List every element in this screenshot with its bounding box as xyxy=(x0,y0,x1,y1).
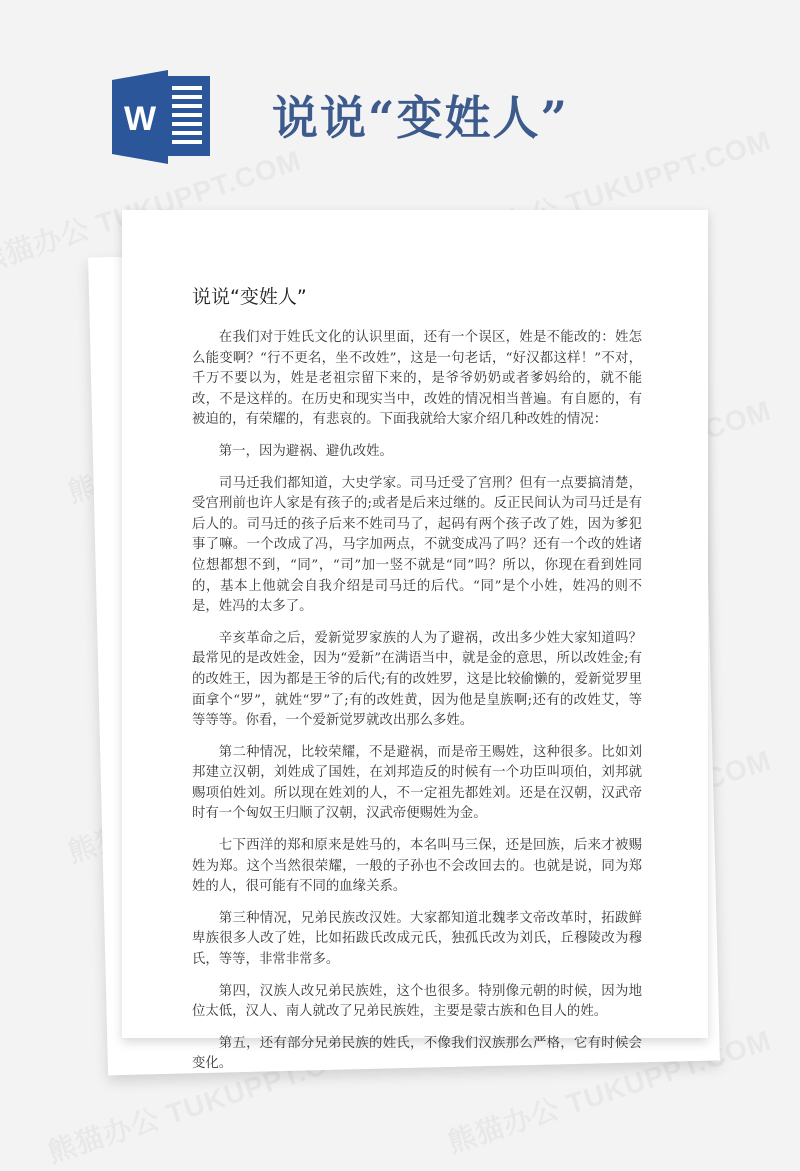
svg-text:W: W xyxy=(123,100,157,138)
document-body xyxy=(192,328,642,1086)
header-banner xyxy=(110,70,710,160)
paragraph: 第四，汉族人改兄弟民族姓，这个也很多。特别像元朝的时候，因为地位太低，汉人、南人就改了兄弟民族姓，主要是蒙古族和色目人的姓。 xyxy=(192,983,642,1020)
paragraph: 第二种情况，比较荣耀，不是避祸，而是帝王赐姓，这种很多。比如刘邦建立汉朝，刘姓成了国姓，在刘邦造反的时候有一个功臣叫项伯，刘邦就赐项伯姓刘。所以现在姓刘的人，不一定祖先都姓刘。还是在汉朝，汉武帝时有一个匈奴王归顺了汉朝，汉武帝便赐姓为金。 xyxy=(192,744,642,822)
paragraph: 第五，还有部分兄弟民族的姓氏，不像我们汉族那么严格，它有时候会变化。 xyxy=(192,1035,642,1072)
paragraph: 七下西洋的郑和原来是姓马的，本名叫马三保，还是回族，后来才被赐姓为郑。这个当然很荣耀，一般的子孙也不会改回去的。也就是说，同为郑姓的人，很可能有不同的血缘关系。 xyxy=(192,838,642,895)
paragraph: 第三种情况，兄弟民族改汉姓。大家都知道北魏孝文帝改革时，拓跋鲜卑族很多人改了姓，比如拓跋氏改成元氏，独孤氏改为刘氏，丘穆陵改为穆氏，等等，非常非常多。 xyxy=(192,910,642,968)
document-page xyxy=(122,210,708,1072)
paragraph: 第一，因为避祸、避仇改姓。 xyxy=(218,443,393,459)
document-title: 说说“变姓人” xyxy=(192,286,307,308)
word-icon xyxy=(110,70,214,164)
banner-title: 说说“变姓人” xyxy=(272,91,569,145)
paragraph: 在我们对于姓氏文化的认识里面，还有一个误区，姓是不能改的：姓怎么能变啊？“行不更名，坐不改姓”，这是一句老话，“好汉都这样！”不对，千万不要以为，姓是老祖宗留下来的，是爷爷奶奶或者爹妈给的，就不能改，不是这样的。在历史和现实当中，改姓的情况相当普遍。有自愿的，有被迫的，有荣耀的，有悲哀的。下面我就给大家介绍几种改姓的情况： xyxy=(192,330,642,428)
paragraph: 辛亥革命之后，爱新觉罗家族的人为了避祸，改出多少姓大家知道吗？最常见的是改姓金，因为“爱新”在满语当中，就是金的意思，所以改姓金;有的改姓王，因为都是王爷的后代;有的改姓罗，这是比较偷懒的，爱新觉罗里面拿个“罗”，就姓“罗”了;有的改姓黄，因为他是皇族啊;还有的改姓艾，等等等等。你看，一个爱新觉罗就改出那么多姓。 xyxy=(192,630,642,729)
paragraph: 司马迁我们都知道，大史学家。司马迁受了宫刑？但有一点要搞清楚，受宫刑前也许人家是有孩子的;或者是后来过继的。反正民间认为司马迁是有后人的。司马迁的孩子后来不姓司马了，起码有两个孩子改了姓，因为爹犯事了嘛。一个改成了冯，马字加两点，不就变成冯了吗？还有一个改的姓诸位想都想不到，“同”，“司”加一竖不就是“同”吗？所以，你现在看到姓同的，基本上他就会自我介绍是司马迁的后代。“同”是个小姓，姓冯的则不是，姓冯的太多了。 xyxy=(192,475,642,615)
